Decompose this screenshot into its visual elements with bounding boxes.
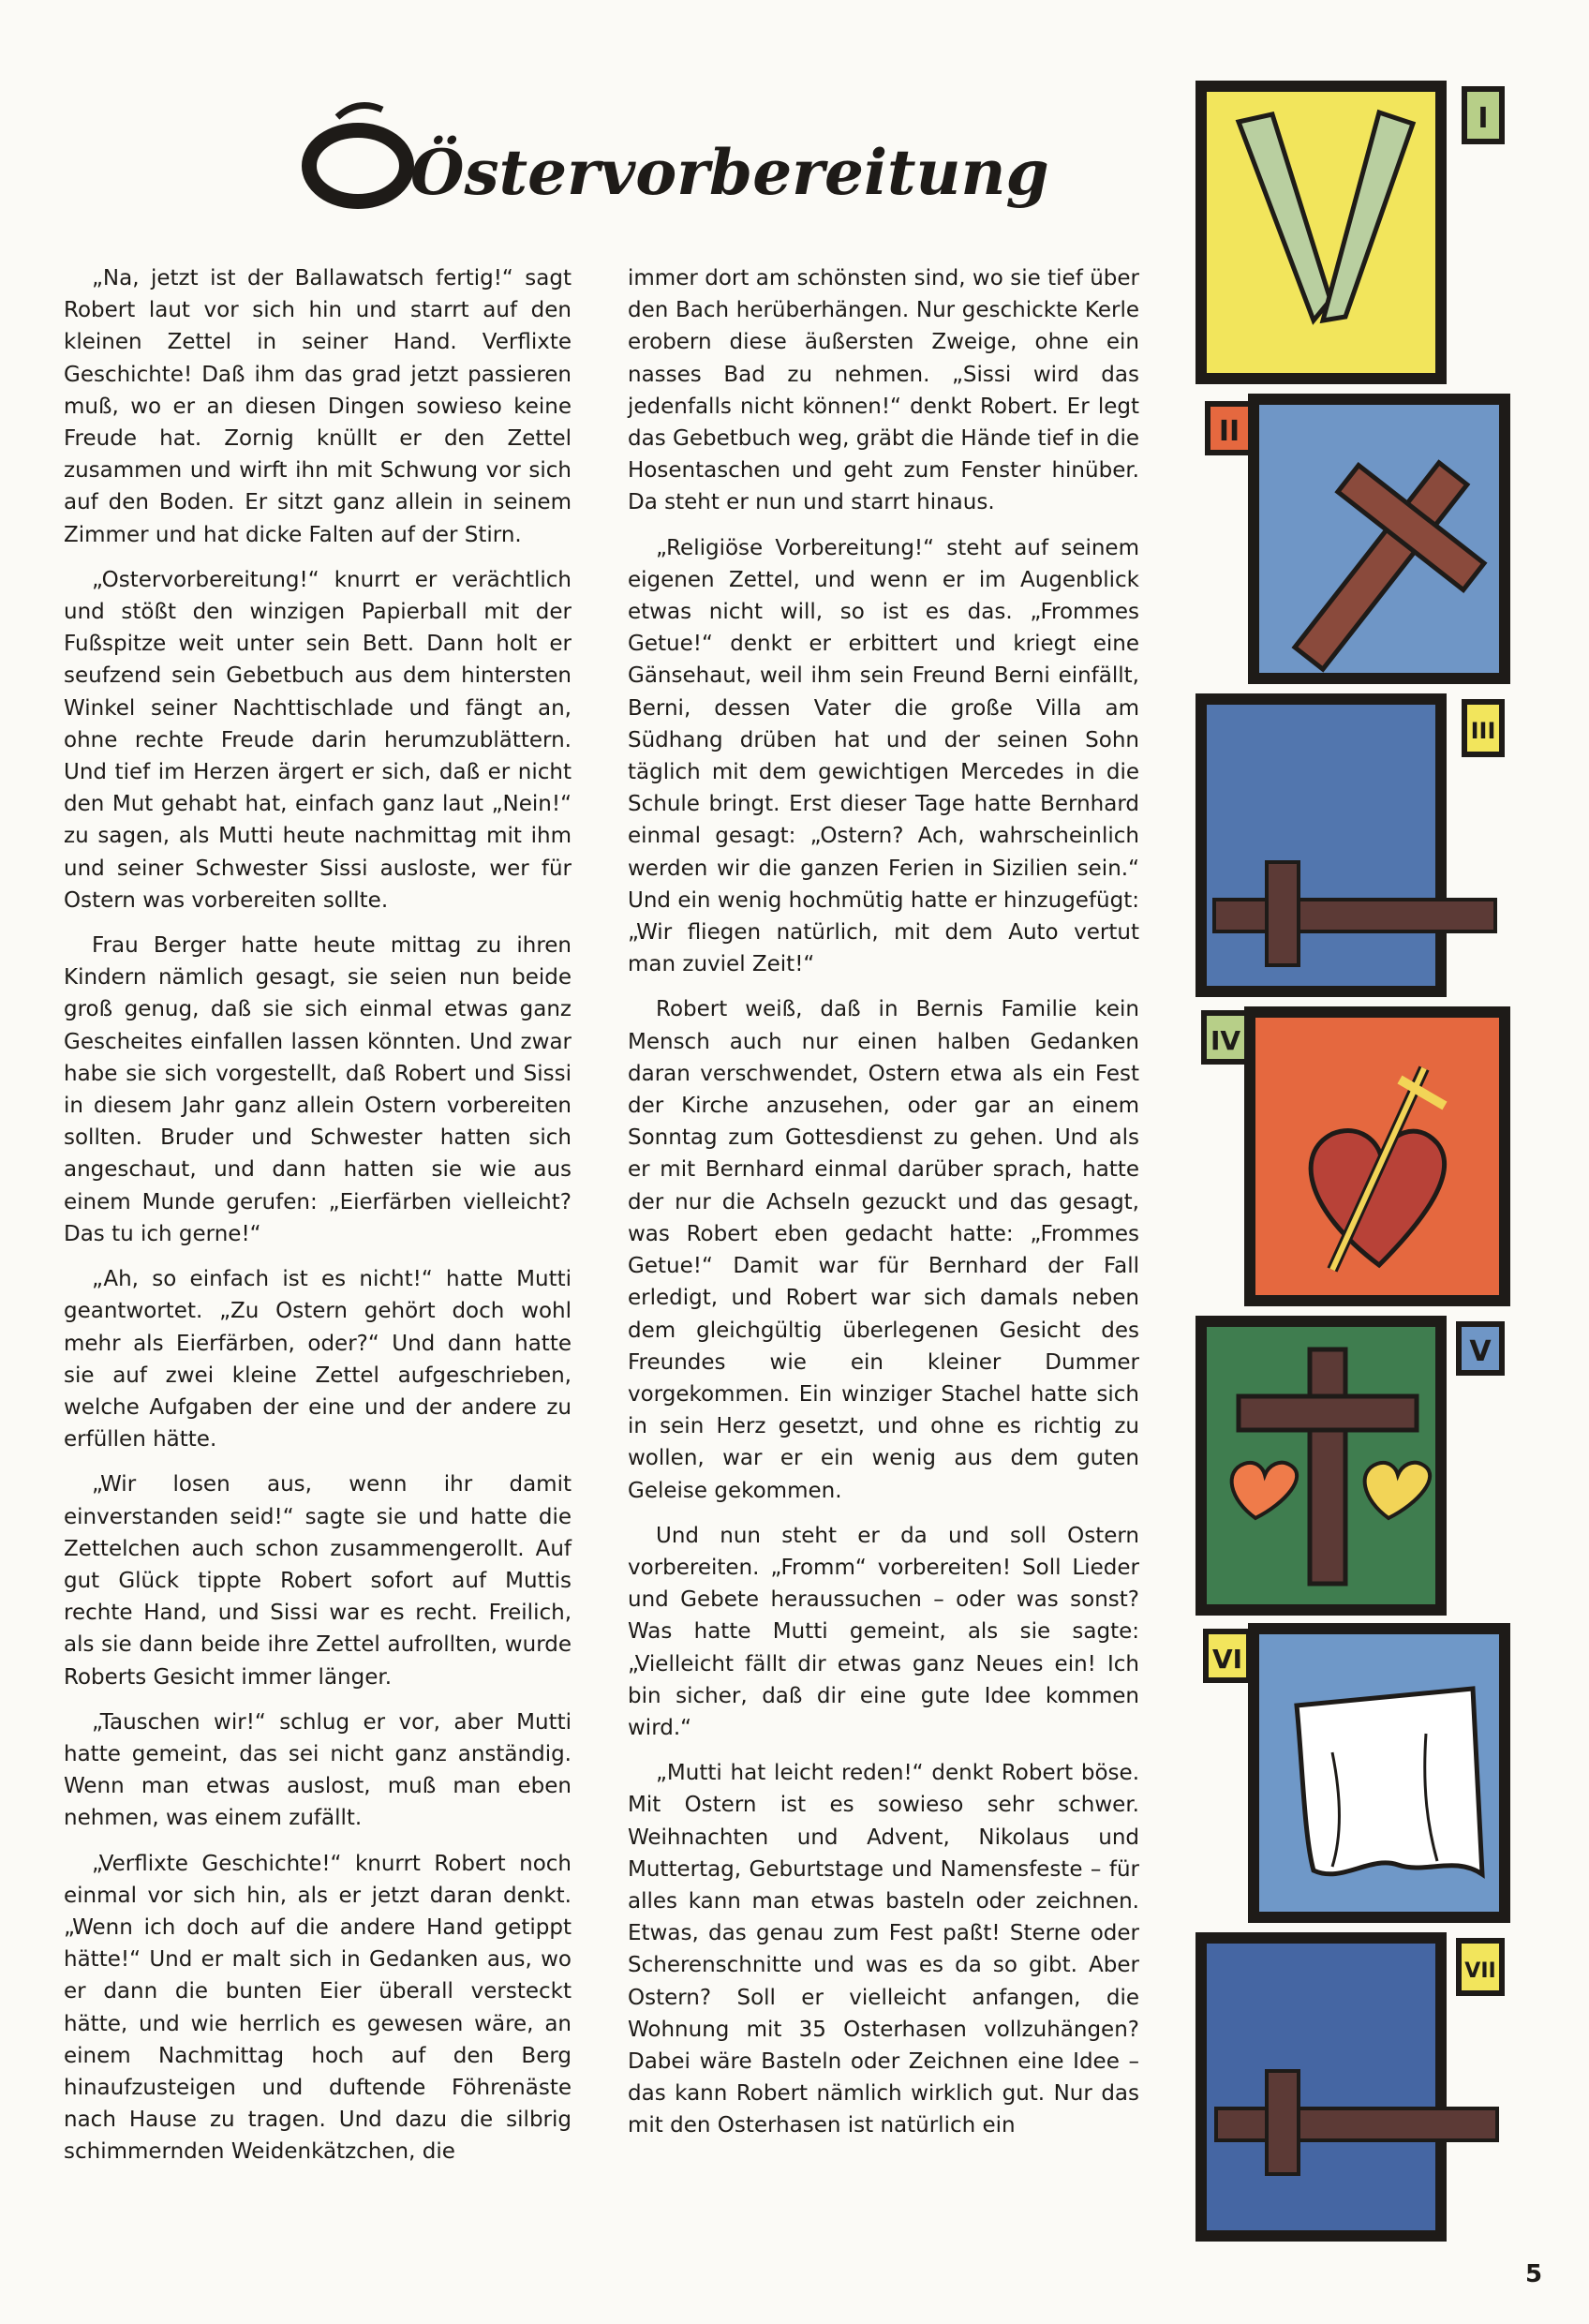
paragraph: immer dort am schönsten sind, wo sie tief über den Bach herüberhängen. Nur geschickte Kerle erobern diese äußersten Zweige, ohne ein nasses Bad zu nehmen. „Sissi wird das jedenfalls nicht können!“ denkt Robert. Er legt das Gebetbuch weg, gräbt die Hände tief in die Hosentaschen und geht zum Fenster hinüber. Da steht er nun und starrt hinaus. — [628, 266, 1139, 515]
paragraph: Und nun steht er da und soll Ostern vorbereiten. „Fromm“ vorbereiten! Soll Lieder und Gebete heraussuchen – oder was sonst? Was hatte Mutti gemeint, als sie sagte: „Vielleicht fällt dir etwas ganz Neues ein! Ich bin sicher, daß dir eine gute Idee kommen wird.“ — [628, 1523, 1139, 1740]
page-title — [300, 89, 1049, 230]
paragraph: „Na, jetzt ist der Ballawatsch fertig!“ sagt Robert laut vor sich hin und starrt auf den kleinen Zettel in seiner Hand. Verflixte Geschichte! Daß ihm das grad jetzt passieren muß, wo er an diesen Dingen sowieso keine Freude hat. Zornig knüllt er den Zettel zusammen und wirft ihn mit Schwung vor sich auf den Boden. Er sitzt ganz allein in seinem Zimmer und hat dicke Falten auf der Stirn. — [64, 266, 572, 547]
numeral-iv: IV — [1210, 1025, 1241, 1056]
paragraph: „Religiöse Vorbereitung!“ steht auf seinem eigenen Zettel, und wenn er im Augenblick etwas nicht will, so ist es das. „Frommes Getue!“ denkt er erbittert und kriegt eine Gänsehaut, weil ihm sein Freund Berni einfällt, Berni, dessen Vater die große Villa am Südhang drüben hat und der seinen Sohn täglich mit dem gewichtigen Mercedes in die Schule bringt. Erst dieser Tage hatte Bernhard einmal gesagt: „Ostern? Ach, wahrscheinlich werden wir die ganzen Ferien in Sizilien sein.“ Und ein wenig hochmütig hatte er hinzugefügt: „Wir fliegen natürlich, mit dem Auto vertut man zuviel Zeit!“ — [628, 535, 1139, 977]
station-iii — [1195, 693, 1505, 997]
paragraph: „Mutti hat leicht reden!“ denkt Robert böse. Mit Ostern ist es sowieso sehr schwer. Weihnachten und Advent, Nikolaus und Muttertag, Geburtstage und Namensfeste – für alles kann man etwas basteln oder zeichnen. Etwas, das genau zum Fest paßt! Sterne oder Scherenschnitte und was es da so gibt. Aber Ostern? Soll er vielleicht anfangen, die Wohnung mit 35 Osterhasen vollzuhängen? Dabei wäre Basteln oder Zeichnen eine Idee – das kann Robert nämlich wirklich gut. Nur das mit den Osterhasen ist natürlich ein — [628, 1761, 1139, 2138]
page-number: 5 — [1525, 2260, 1543, 2288]
text-column-left — [64, 262, 572, 2182]
numeral-i: I — [1478, 102, 1489, 135]
paragraph: „Ostervorbereitung!“ knurrt er verächtlich und stößt den winzigen Papierball mit der Fußspitze weit unter sein Bett. Dann holt er seufzend sein Gebetbuch aus dem hintersten Winkel seiner Nachttischlade und fängt an, ohne rechte Freude darin herumzublättern. Und tief im Herzen ärgert er sich, daß er nicht den Mut gehabt hat, einfach ganz laut „Nein!“ zu sagen, als Mutti heute nachmittag mit ihm und seiner Schwester Sissi ausloste, wer für Ostern was vorbereiten sollte. — [64, 567, 572, 913]
paragraph: „Tauschen wir!“ schlug er vor, aber Mutti hatte gemeint, das sei nicht ganz anständig. Wenn man etwas auslost, muß man eben nehmen, was einem zufällt. — [64, 1709, 572, 1831]
title-text: Östervorbereitung — [410, 136, 1049, 209]
station-v — [1195, 1316, 1505, 1616]
paragraph: „Verflixte Geschichte!“ knurrt Robert noch einmal vor sich hin, als er jetzt daran denkt. „Wenn ich doch auf die andere Hand getippt hätte!“ Und er malt sich in Gedanken aus, wo er dann die bunten Eier überall versteckt hätte, und wie herrlich es gewesen wäre, an einem Nachmittag hoch auf den Berg hinaufzusteigen und duftende Föhrenäste nach Hause zu tragen. Und dazu die silbrig schimmernden Weidenkätzchen, die — [64, 1851, 572, 2165]
paragraph: Frau Berger hatte heute mittag zu ihren Kindern nämlich gesagt, sie seien nun beide groß genug, daß sie sich einmal etwas ganz Gescheites einfallen lassen könnten. Und zwar habe sie sich vorgestellt, daß Robert und Sissi in diesem Jahr ganz allein Ostern vorbereiten sollten. Bruder und Schwester hatten sich angeschaut, und dann hatten sie wie aus einem Munde gerufen: „Eierfärben vielleicht? Das tu ich gerne!“ — [64, 933, 572, 1246]
station-iv — [1201, 1006, 1510, 1306]
paragraph: „Wir losen aus, wenn ihr damit einverstanden seid!“ sagte sie und hatte die Zettelchen auch schon zusammengerollt. Auf gut Glück tippte Robert sofort auf Muttis rechte Hand, und Sissi war es recht. Freilich, als sie dann beide ihre Zettel aufrollten, wurde Roberts Gesicht immer länger. — [64, 1472, 572, 1690]
station-i — [1195, 81, 1505, 384]
station-vii — [1195, 1932, 1505, 2242]
numeral-vi: VI — [1211, 1644, 1243, 1675]
numeral-v: V — [1469, 1335, 1492, 1368]
title-lettering — [300, 89, 1049, 230]
stations-illustration — [1192, 75, 1540, 2249]
station-ii — [1205, 394, 1516, 708]
shroud-icon — [1297, 1689, 1482, 1874]
paragraph: „Ah, so einfach ist es nicht!“ hatte Mutti geantwortet. „Zu Ostern gehört doch wohl mehr als Eierfärben, oder?“ Und dann hatte sie auf zwei kleine Zettel aufgeschrieben, welche Aufgaben der eine und der andere zu erfüllen hätte. — [64, 1267, 572, 1452]
stations-panel — [1192, 75, 1540, 2249]
numeral-iii: III — [1470, 718, 1496, 744]
title-umlaut-mark — [337, 106, 382, 118]
title-initial-o — [309, 130, 407, 201]
text-column-right — [628, 262, 1139, 2155]
numeral-ii: II — [1218, 415, 1240, 448]
station-vi — [1203, 1623, 1510, 1923]
numeral-vii: VII — [1464, 1959, 1496, 1983]
paragraph: Robert weiß, daß in Bernis Familie kein Mensch auch nur einen halben Gedanken daran verschwendet, Ostern etwa als ein Fest der Kirche anzusehen, oder gar an einem Sonntag zum Gottesdienst zu gehen. Und als er mit Bernhard einmal darüber sprach, hatte der nur die Achseln gezuckt und das gesagt, was Robert eben gedacht hatte: „Frommes Getue!“ Damit war für Bernhard der Fall erledigt, und Robert war sich damals neben dem gleichgültig überlegenen Gesicht des Freundes wie ein kleiner Dummer vorgekommen. Ein winziger Stachel hatte sich in sein Herz gesetzt, und ohne es richtig zu wollen, war er ein wenig aus dem guten Geleise gekommen. — [628, 997, 1139, 1503]
